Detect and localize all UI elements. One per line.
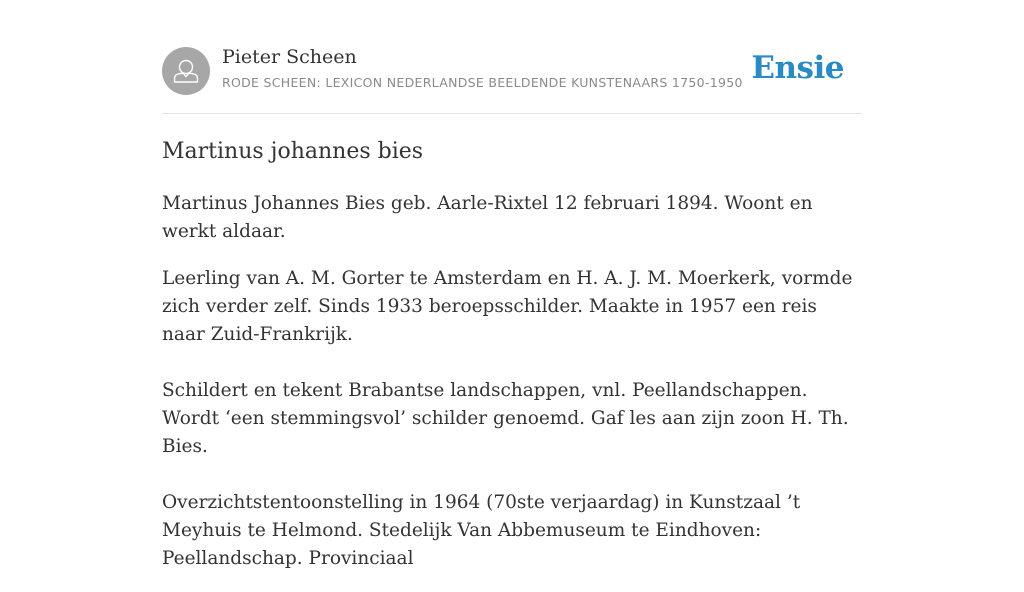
ensie-logo[interactable]: Ensie	[751, 50, 844, 86]
article-title: Martinus johannes bies	[162, 139, 424, 164]
user-silhouette-icon	[162, 47, 210, 95]
article-paragraph: Leerling van A. M. Gorter te Amsterdam en H. A. J. M. Moerkerk, vormde zich verder zelf. Sinds 1933 beroepsschilder. Maakte in 1957 een reis naar Zuid-Frankrijk.	[162, 268, 853, 345]
author-name[interactable]: Pieter Scheen	[222, 46, 357, 68]
page	[162, 0, 862, 569]
article-paragraph: Schildert en tekent Brabantse landschappen, vnl. Peellandschappen. Wordt ‘een stemmingsvol’ schilder genoemd. Gaf les aan zijn zoon H. Th. Bies.	[162, 380, 849, 457]
article-paragraph: Martinus Johannes Bies geb. Aarle-Rixtel 12 februari 1894. Woont en werkt aldaar.	[162, 193, 813, 242]
author-header	[162, 0, 862, 114]
article-body	[162, 190, 862, 592]
article-paragraph: Overzichtstentoonstelling in 1964 (70ste verjaardag) in Kunstzaal ’t Meyhuis te Helmond. Stedelijk Van Abbemuseum te Eindhoven: Peellandschap. Provinciaal	[162, 492, 801, 569]
source-title[interactable]: RODE SCHEEN: LEXICON NEDERLANDSE BEELDENDE KUNSTENAARS 1750-1950	[222, 75, 743, 90]
author-avatar[interactable]	[162, 47, 210, 95]
